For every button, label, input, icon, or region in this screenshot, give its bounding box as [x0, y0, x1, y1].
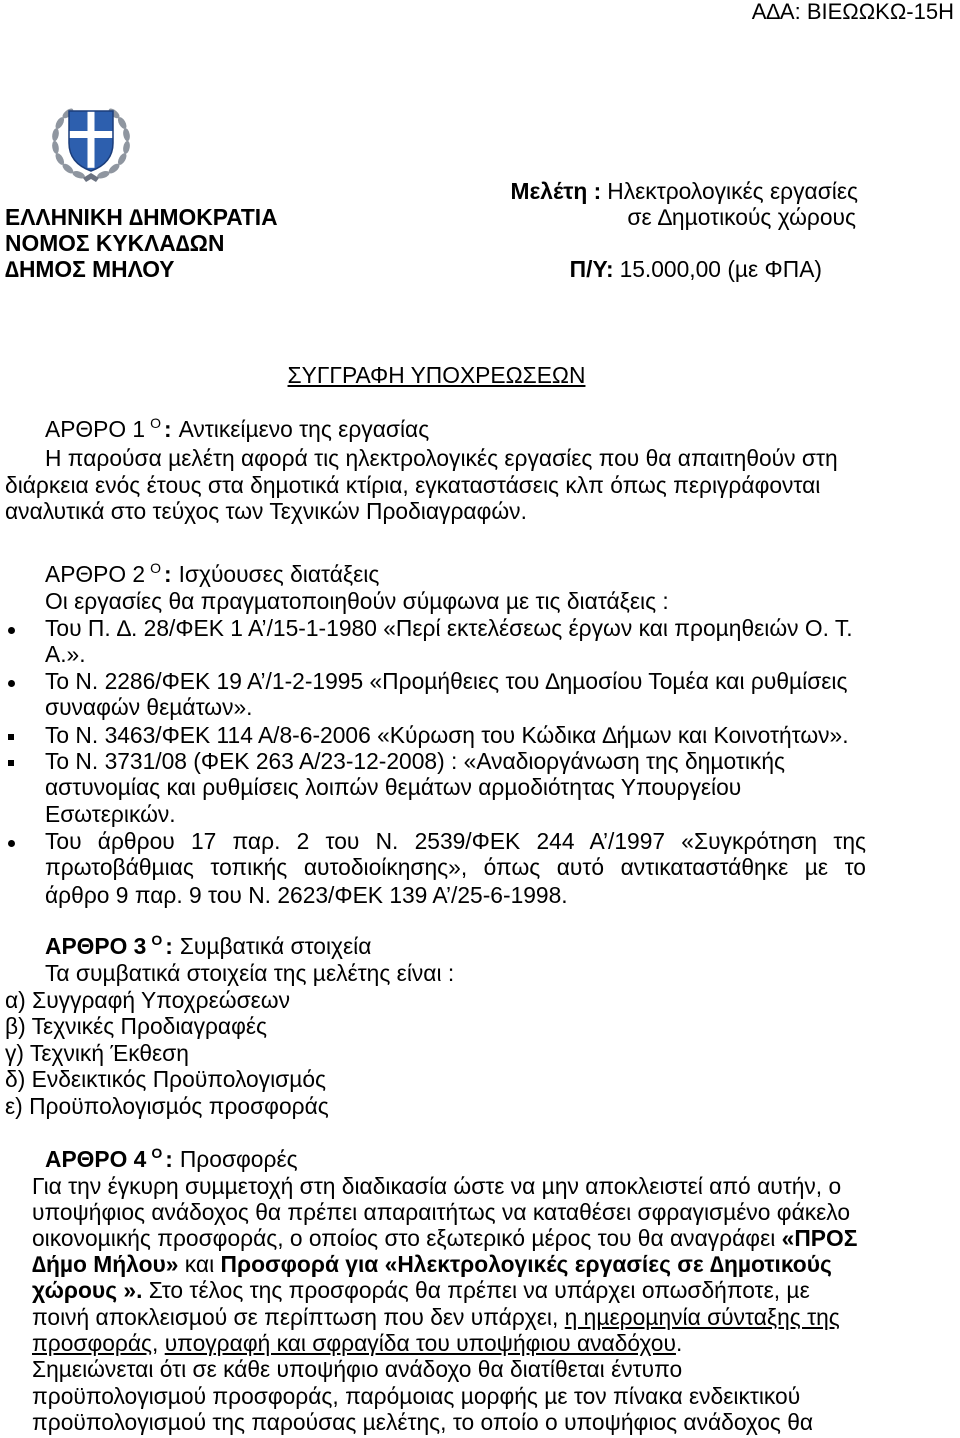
article-ordinal-superscript: Ο	[150, 560, 161, 576]
article-3-heading	[45, 933, 371, 962]
issuer-municipality: ∆ΗΜΟΣ ΜΗΛΟΥ	[5, 256, 175, 282]
list-item-line: Το Ν. 3731/08 (ΦΕΚ 263 Α/23-12-2008) : «Αναδιοργάνωση της δηµοτικής	[45, 748, 785, 774]
paragraph-line	[32, 1304, 840, 1330]
ada-code: Α∆Α: ΒΙΕΩΩΚΩ-15Η	[751, 0, 954, 24]
article-label: ΑΡΘΡΟ 4	[45, 1146, 147, 1172]
heading-colon: :	[165, 1146, 173, 1172]
article-subject: Ισχύουσες διατάξεις	[178, 561, 380, 587]
paragraph-line	[32, 1225, 857, 1251]
paragraph-line	[32, 1251, 832, 1277]
disc-bullet-icon	[8, 627, 15, 634]
contract-document-item: β) Τεχνικές Προδιαγραφές	[5, 1013, 268, 1039]
underlined-segment: υπογραφή και σφραγίδα του υποψήφιου αναδόχου	[164, 1330, 676, 1356]
article-label: ΑΡΘΡΟ 3	[45, 933, 147, 959]
contract-document-item: γ) Τεχνική Έκθεση	[5, 1040, 189, 1066]
list-item-line: Του Π. ∆. 28/ΦΕΚ 1 Α’/15-1-1980 «Περί εκτελέσεως έργων και προµηθειών Ο. Τ.	[45, 615, 853, 641]
paragraph-line	[32, 1277, 810, 1303]
contract-document-item: δ) Ενδεικτικός Προϋπολογισµός	[5, 1066, 327, 1092]
heading-colon: :	[163, 561, 172, 587]
bold-segment: «ΠΡΟΣ	[781, 1225, 858, 1251]
square-bullet-icon	[8, 734, 14, 740]
heading-colon: :	[163, 416, 172, 442]
article-4-heading	[45, 1146, 298, 1175]
laurel-leaf	[122, 140, 131, 154]
text-segment: ποινή αποκλεισµού σε περίπτωση που δεν υπάρχει,	[32, 1304, 565, 1330]
article-subject: Συµβατικά στοιχεία	[179, 933, 372, 959]
disc-bullet-icon	[8, 680, 15, 687]
study-name-line1: Ηλεκτρολογικές εργασίες	[607, 178, 858, 204]
shield-cross-vertical	[88, 112, 95, 168]
list-item-line: Το Ν. 3463/ΦΕΚ 114 Α/8-6-2006 «Κύρωση του Κώδικα ∆ήµων και Κοινοτήτων».	[45, 722, 849, 748]
list-item-line: πρωτοβάθµιας τοπικής αυτοδιοίκησης», όπως αυτό αντικαταστάθηκε µε το	[45, 854, 866, 880]
paragraph-line	[32, 1330, 682, 1356]
paragraph-line: Η παρούσα µελέτη αφορά τις ηλεκτρολογικές εργασίες που θα απαιτηθούν στη	[45, 445, 838, 471]
paragraph-line: προϋπολογισµού της παρούσας µελέτης, το οποίο ο υποψήφιος ανάδοχος θα	[32, 1409, 814, 1435]
issuer-republic: ΕΛΛΗΝΙΚΗ ∆ΗΜΟΚΡΑΤΙΑ	[5, 204, 278, 230]
paragraph-line: Οι εργασίες θα πραγµατοποιηθούν σύµφωνα µε τις διατάξεις :	[45, 588, 669, 614]
list-item-line: Εσωτερικών.	[45, 801, 176, 827]
bold-segment: χώρους ».	[32, 1277, 143, 1303]
document-title: ΣΥΓΓΡΑΦΗ ΥΠΟΧΡΕΩΣΕΩΝ	[287, 362, 586, 388]
study-title	[510, 178, 858, 204]
underlined-segment: η ηµεροµηνία σύνταξης της	[564, 1304, 840, 1330]
article-ordinal-superscript: Ο	[151, 932, 163, 948]
wreath-ribbon	[83, 173, 99, 182]
text-segment: ,	[152, 1330, 165, 1356]
bold-segment: Προσφορά για «Ηλεκτρολογικές εργασίες σε ∆ηµοτικούς	[220, 1251, 832, 1277]
paragraph-line: Για την έγκυρη συµµετοχή στη διαδικασία ώστε να µην αποκλειστεί από αυτήν, ο	[32, 1173, 842, 1199]
text-segment: και	[178, 1251, 221, 1277]
issuer-prefecture: ΝΟΜΟΣ ΚΥΚΛΑ∆ΩΝ	[5, 230, 225, 256]
shield-cross-horizontal	[70, 131, 112, 138]
study-name-line2: σε ∆ηµοτικούς χώρους	[627, 204, 856, 230]
paragraph-line: Τα συµβατικά στοιχεία της µελέτης είναι :	[45, 960, 455, 986]
list-item-line: αστυνοµίας και ρυθµίσεις λοιπών θεµάτων αρµοδιότητας Υπουργείου	[45, 774, 742, 800]
paragraph-line: προϋπολογισµού προσφοράς, παρόµοιας µορφής µε τον πίνακα ενδεικτικού	[32, 1383, 801, 1409]
article-ordinal-superscript: Ο	[150, 415, 161, 431]
article-label: ΑΡΘΡΟ 1	[45, 416, 146, 442]
list-item-line: άρθρο 9 παρ. 9 του Ν. 2623/ΦΕΚ 139 Α’/25-6-1998.	[45, 882, 568, 908]
contract-document-item: α) Συγγραφή Υποχρεώσεων	[5, 987, 290, 1013]
disc-bullet-icon	[8, 840, 15, 847]
budget-label: Π/Υ:	[569, 256, 614, 282]
greek-coat-of-arms-icon	[48, 95, 134, 183]
budget-value: 15.000,00 (µε ΦΠΑ)	[619, 256, 822, 282]
text-segment: οικονοµικής προσφοράς, ο οποίος στο εξωτερικό µέρος του θα αναγράφει	[32, 1225, 782, 1251]
laurel-leaf	[51, 128, 60, 142]
laurel-leaf	[122, 128, 131, 142]
text-segment: Στο τέλος της προσφοράς θα πρέπει να υπάρχει οπωσδήποτε, µε	[142, 1277, 810, 1303]
article-2-heading	[45, 561, 379, 590]
paragraph-line: διάρκεια ενός έτους στα δηµοτικά κτίρια, εγκαταστάσεις κλπ όπως περιγράφονται	[5, 472, 821, 498]
list-item-line: Του άρθρου 17 παρ. 2 του Ν. 2539/ΦΕΚ 244 Α’/1997 «Συγκρότηση της	[45, 828, 866, 854]
paragraph-line: υποψήφιος ανάδοχος θα πρέπει απαραιτήτως να καταθέσει σφραγισµένο φάκελο	[32, 1199, 851, 1225]
underlined-segment: προσφοράς	[32, 1330, 153, 1356]
laurel-leaf	[51, 140, 60, 154]
study-budget	[570, 256, 822, 282]
article-subject: Αντικείµενο της εργασίας	[178, 416, 430, 442]
list-item-line: Το Ν. 2286/ΦΕΚ 19 Α’/1-2-1995 «Προµήθειες του ∆ηµοσίου Τοµέα και ρυθµίσεις	[45, 668, 848, 694]
list-item-line: Α.».	[45, 641, 86, 667]
heading-colon: :	[165, 933, 173, 959]
list-item-line: συναφών θεµάτων».	[45, 694, 253, 720]
paragraph-line: Σηµειώνεται ότι σε κάθε υποψήφιο ανάδοχο θα διατίθεται έντυπο	[32, 1356, 683, 1382]
square-bullet-icon	[8, 760, 14, 766]
contract-document-item: ε) Προϋπολογισµός προσφοράς	[5, 1093, 329, 1119]
paragraph-line: αναλυτικά στο τεύχος των Τεχνικών Προδιαγραφών.	[5, 498, 527, 524]
article-subject: Προσφορές	[179, 1146, 298, 1172]
article-1-heading	[45, 416, 429, 445]
article-ordinal-superscript: Ο	[151, 1145, 163, 1161]
text-segment: .	[675, 1330, 683, 1356]
article-label: ΑΡΘΡΟ 2	[45, 561, 146, 587]
bold-segment: ∆ήµο Μήλου»	[32, 1251, 179, 1277]
study-label: Μελέτη :	[510, 178, 602, 204]
